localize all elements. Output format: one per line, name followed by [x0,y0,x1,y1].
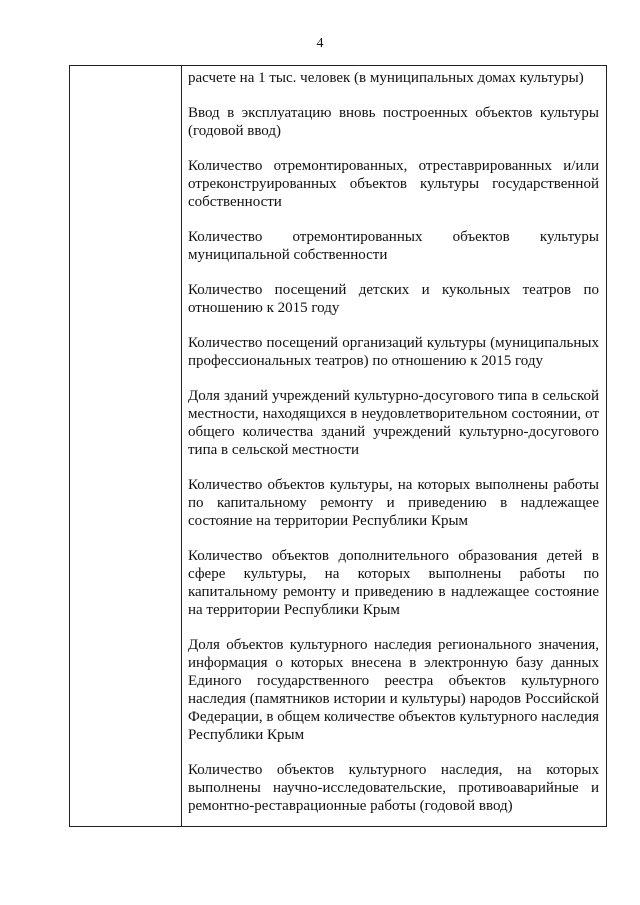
indicator-item: Количество объектов дополнительного образования детей в сфере культуры, на которых выполнены работы по капитальному ремонту и приведению в надлежащее состояние на территории Республики Крым [188,548,599,618]
indicator-item: Доля зданий учреждений культурно-досугового типа в сельской местности, находящихся в неудовлетворительном состоянии, от общего количества зданий учреждений культурно-досугового типа в сельской местности [188,388,599,458]
indicator-item: Количество отремонтированных, отреставрированных и/или отреконструированных объектов культуры государственной собственности [188,158,599,210]
indicator-list [188,69,599,832]
indicator-item: Количество объектов культуры, на которых выполнены работы по капитальному ремонту и приведению в надлежащее состояние на территории Республики Крым [188,477,599,529]
indicator-table [69,65,607,827]
column-divider [181,66,182,826]
indicator-item: Доля объектов культурного наследия регионального значения, информация о которых внесена в электронную базу данных Единого государственного реестра объектов культурного наследия (памятников истории и культуры) народов Российской Федерации, в общем количестве объектов культурного наследия Республики Крым [188,637,599,743]
indicator-item: Количество посещений детских и кукольных театров по отношению к 2015 году [188,282,599,316]
indicator-item: Ввод в эксплуатацию вновь построенных объектов культуры (годовой ввод) [188,105,599,139]
indicator-item: Количество посещений организаций культуры (муниципальных профессиональных театров) по отношению к 2015 году [188,335,599,369]
indicator-item: Количество отремонтированных объектов культуры муниципальной собственности [188,229,599,263]
indicator-item: Количество объектов культурного наследия, на которых выполнены научно-исследовательские, противоаварийные и ремонтно-реставрационные работы (годовой ввод) [188,762,599,814]
page-number: 4 [316,36,324,51]
indicator-item: расчете на 1 тыс. человек (в муниципальных домах культуры) [188,70,584,86]
